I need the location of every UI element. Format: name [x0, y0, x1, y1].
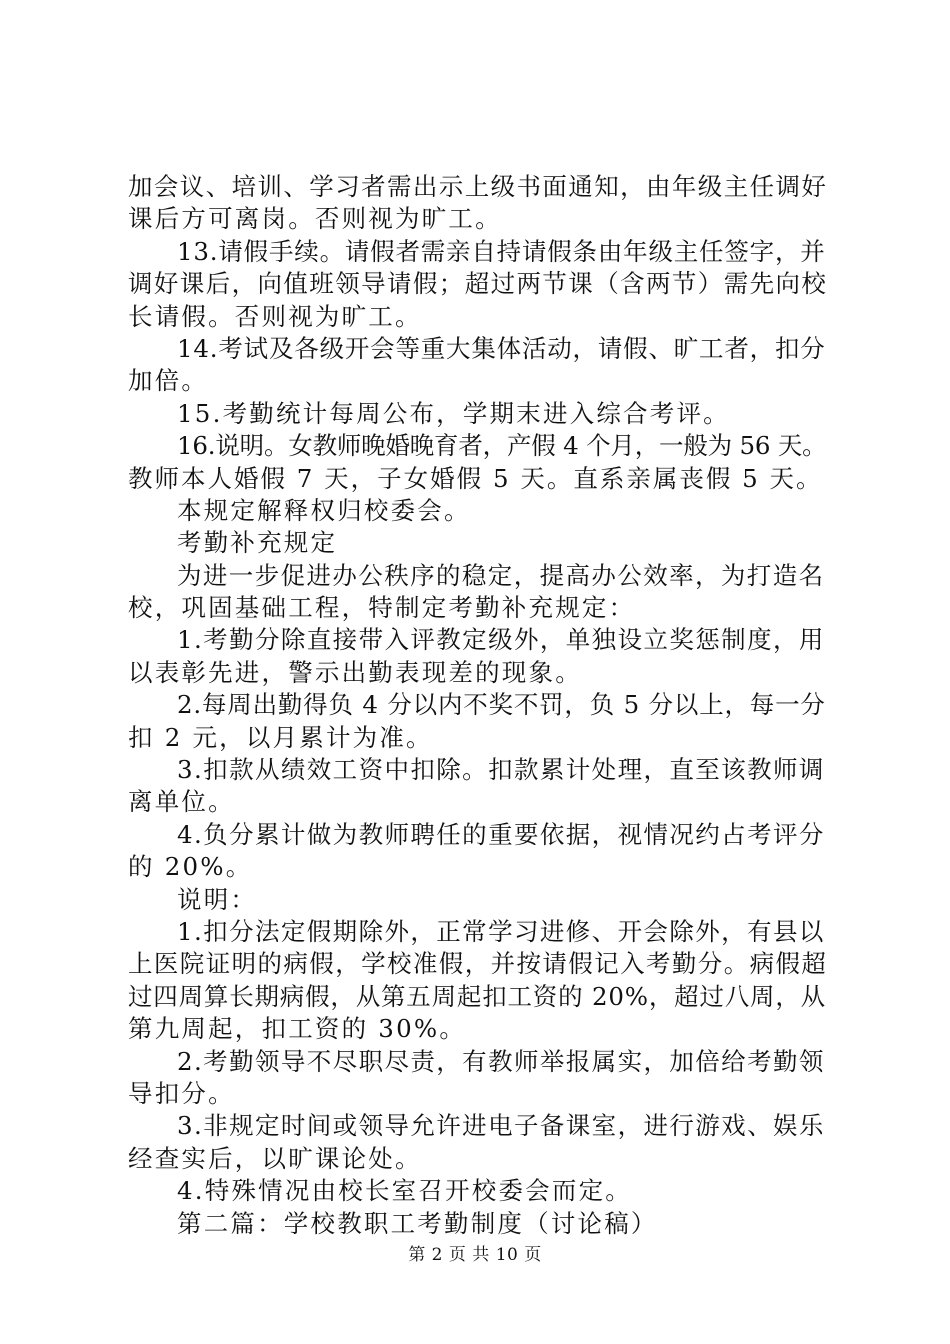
text-line: 过四周算长期病假，从第五周起扣工资的 20%，超过八周，从 [128, 981, 826, 1011]
text-line: 导扣分。 [128, 1078, 235, 1108]
text-line: 第九周起，扣工资的 30%。 [128, 1014, 467, 1044]
text-line: 2.每周出勤得负 4 分以内不奖不罚，负 5 分以上，每一分 [177, 690, 826, 720]
text-line: 3.非规定时间或领导允许进电子备课室，进行游戏、娱乐 [177, 1111, 825, 1141]
text-line: 本规定解释权归校委会。 [177, 495, 471, 525]
text-line: 调好课后，向值班领导请假；超过两节课（含两节）需先向校 [128, 269, 828, 299]
text-line: 2.考勤领导不尽职尽责，有教师举报属实，加倍给考勤领 [177, 1046, 825, 1076]
text-line: 15.考勤统计每周公布，学期末进入综合考评。 [177, 398, 730, 428]
text-line: 第二篇：学校教职工考勤制度（讨论稿） [177, 1208, 658, 1238]
text-line: 加倍。 [128, 366, 209, 396]
text-line: 经查实后，以旷课论处。 [128, 1143, 422, 1173]
text-line: 离单位。 [128, 787, 235, 817]
text-line: 13.请假手续。请假者需亲自持请假条由年级主任签字，并 [177, 236, 826, 266]
text-line: 加会议、培训、学习者需出示上级书面通知，由年级主任调好 [128, 172, 828, 201]
text-line: 以表彰先进，警示出勤表现差的现象。 [128, 657, 582, 687]
text-line: 1.扣分法定假期除外，正常学习进修、开会除外，有县以 [177, 916, 825, 946]
document-body [128, 171, 828, 1240]
text-line: 14.考试及各级开会等重大集体活动，请假、旷工者，扣分 [177, 333, 826, 363]
text-line: 4.负分累计做为教师聘任的重要依据，视情况约占考评分 [177, 819, 825, 849]
text-line: 3.扣款从绩效工资中扣除。扣款累计处理，直至该教师调 [177, 755, 825, 785]
text-line: 考勤补充规定 [177, 528, 338, 558]
text-line: 上医院证明的病假，学校准假，并按请假记入考勤分。病假超 [128, 949, 828, 979]
text-line: 校，巩固基础工程，特制定考勤补充规定： [128, 593, 636, 623]
text-line: 教师本人婚假 7 天，子女婚假 5 天。直系亲属丧假 5 天。 [128, 463, 823, 493]
text-line: 扣 2 元，以月累计为准。 [128, 722, 433, 752]
text-line: 课后方可离岗。否则视为旷工。 [128, 204, 502, 234]
text-line: 16.说明。女教师晚婚晚育者，产假 4 个月，一般为 56 天。 [177, 431, 827, 461]
text-line: 为进一步促进办公秩序的稳定，提高办公效率，为打造名 [177, 560, 825, 590]
text-line: 长请假。否则视为旷工。 [128, 301, 422, 331]
text-line: 说明： [177, 884, 258, 914]
text-line: 4.特殊情况由校长室召开校委会而定。 [177, 1176, 632, 1206]
text-line: 1.考勤分除直接带入评教定级外，单独设立奖惩制度，用 [177, 625, 825, 655]
page-footer: 第 2 页 共 10 页 [408, 1245, 542, 1265]
text-line: 的 20%。 [128, 852, 253, 882]
